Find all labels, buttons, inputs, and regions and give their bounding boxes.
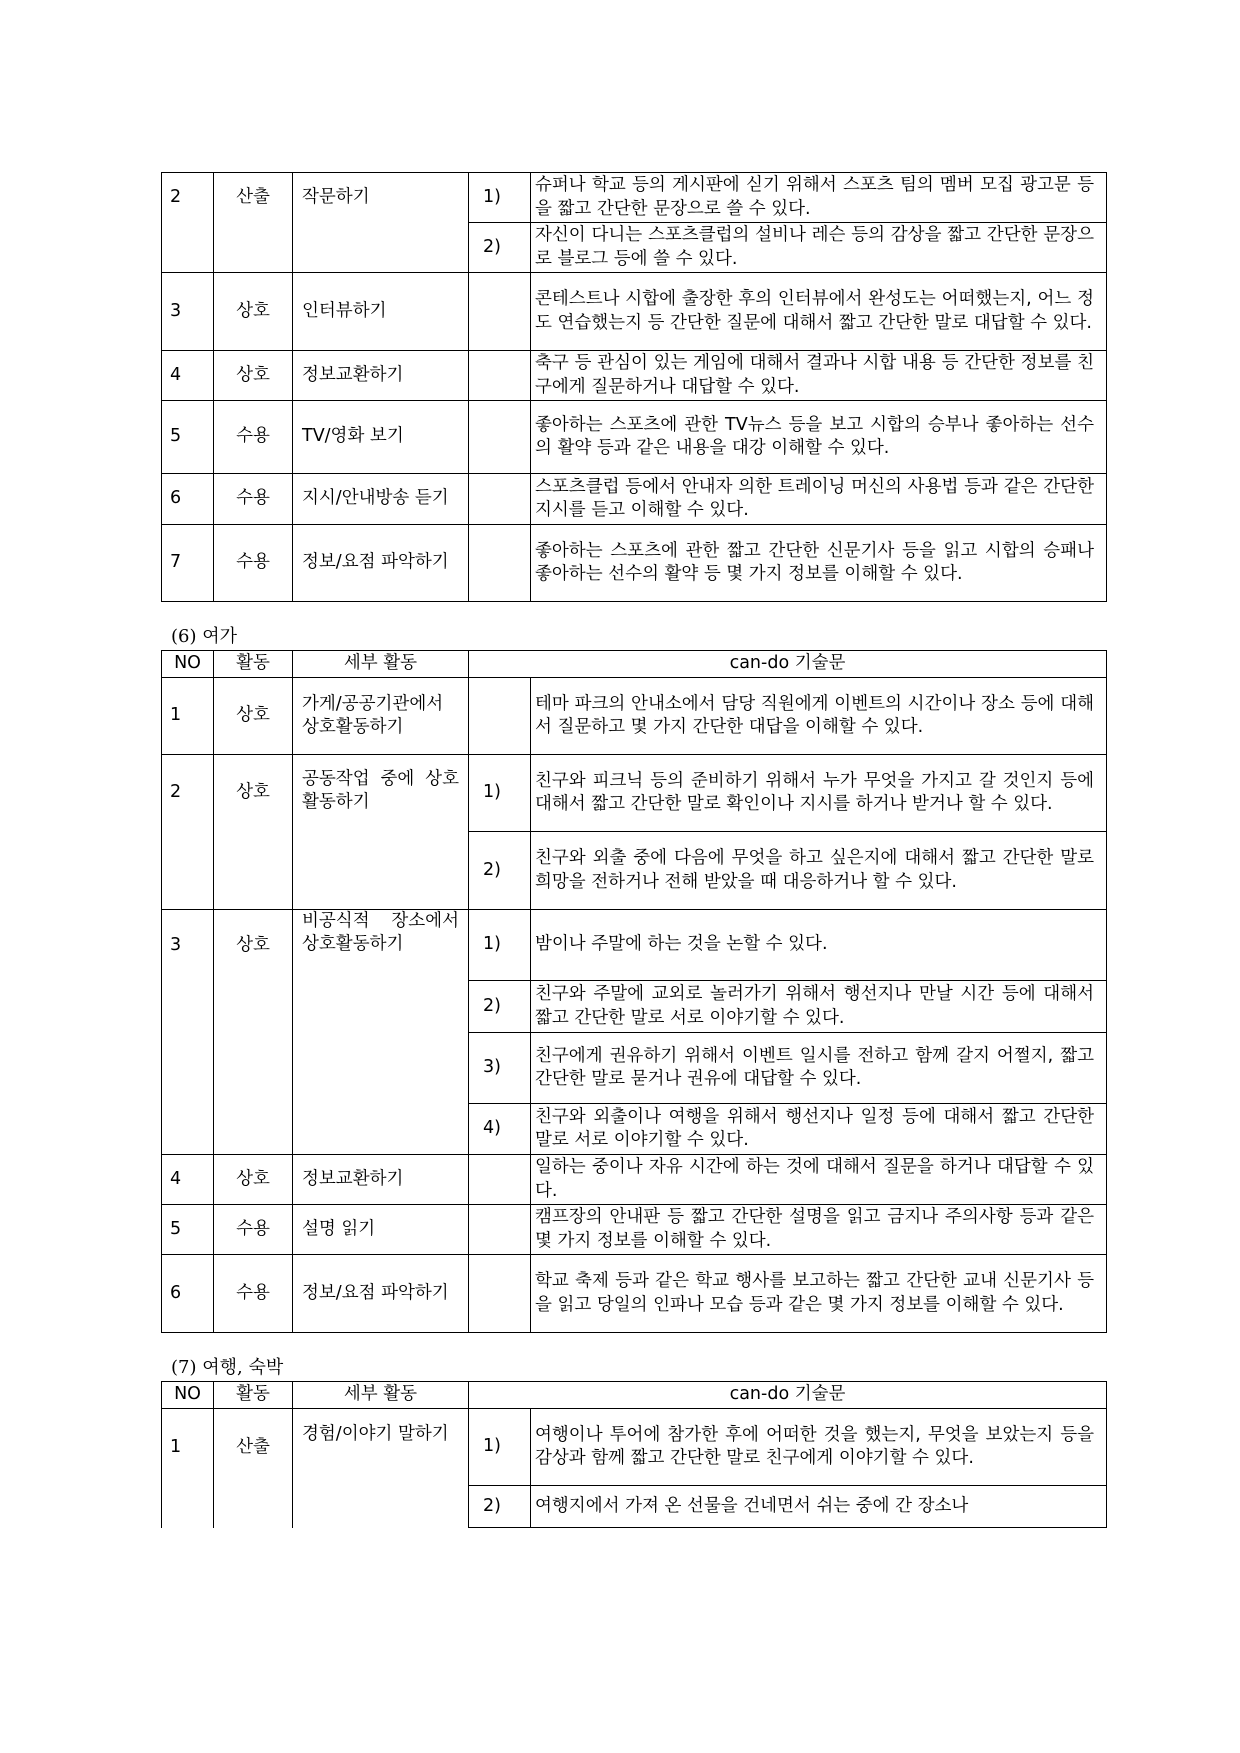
activity-type: 수용 bbox=[214, 401, 293, 474]
activity-detail: TV/영화 보기 bbox=[293, 401, 469, 474]
row-number: 6 bbox=[162, 474, 214, 525]
sub-number: 1) bbox=[469, 173, 531, 223]
section-title: (6) 여가 bbox=[171, 626, 237, 647]
sub-number-empty bbox=[469, 1205, 531, 1255]
activity-detail: 가게/공공기관에서 상호활동하기 bbox=[293, 678, 469, 755]
cando-statement: 학교 축제 등과 같은 학교 행사를 보고하는 짧고 간단한 교내 신문기사 등을 읽고 당일의 인파나 모습 등과 같은 몇 가지 정보를 이해할 수 있다. bbox=[531, 1255, 1107, 1333]
table-travel bbox=[161, 1381, 1107, 1528]
sub-number: 3) bbox=[469, 1033, 531, 1104]
sub-number: 1) bbox=[469, 1409, 531, 1486]
sub-number-empty bbox=[469, 678, 531, 755]
row-number: 2 bbox=[162, 755, 214, 910]
table-row bbox=[162, 755, 1107, 832]
document-page bbox=[161, 172, 1106, 1528]
row-number: 5 bbox=[162, 401, 214, 474]
cando-statement: 슈퍼나 학교 등의 게시판에 싣기 위해서 스포츠 팀의 멤버 모집 광고문 등을 짧고 간단한 문장으로 쓸 수 있다. bbox=[531, 173, 1107, 223]
row-number: 6 bbox=[162, 1255, 214, 1333]
sub-number-empty bbox=[469, 273, 531, 351]
activity-detail: 공동작업 중에 상호활동하기 bbox=[293, 755, 469, 910]
row-number: 1 bbox=[162, 1409, 214, 1528]
cando-statement: 축구 등 관심이 있는 게임에 대해서 결과나 시합 내용 등 간단한 정보를 친구에게 질문하거나 대답할 수 있다. bbox=[531, 351, 1107, 401]
cando-statement: 좋아하는 스포츠에 관한 TV뉴스 등을 보고 시합의 승부나 좋아하는 선수의 활약 등과 같은 내용을 대강 이해할 수 있다. bbox=[531, 401, 1107, 474]
activity-detail: 정보/요점 파악하기 bbox=[293, 525, 469, 602]
activity-type: 산출 bbox=[214, 173, 293, 273]
table-row bbox=[162, 401, 1107, 474]
activity-type: 상호 bbox=[214, 678, 293, 755]
cando-statement: 일하는 중이나 자유 시간에 하는 것에 대해서 질문을 하거나 대답할 수 있다. bbox=[531, 1155, 1107, 1205]
section-title: (7) 여행, 숙박 bbox=[171, 1357, 284, 1378]
cando-statement: 자신이 다니는 스포츠클럽의 설비나 레슨 등의 감상을 짧고 간단한 문장으로 블로그 등에 쓸 수 있다. bbox=[531, 223, 1107, 273]
header-no: NO bbox=[162, 1382, 214, 1409]
cando-statement: 여행이나 투어에 참가한 후에 어떠한 것을 했는지, 무엇을 보았는지 등을 감상과 함께 짧고 간단한 말로 친구에게 이야기할 수 있다. bbox=[531, 1409, 1107, 1486]
activity-type: 상호 bbox=[214, 273, 293, 351]
sub-number: 1) bbox=[469, 910, 531, 981]
sub-number: 1) bbox=[469, 755, 531, 832]
sub-number: 2) bbox=[469, 832, 531, 910]
activity-type: 수용 bbox=[214, 1255, 293, 1333]
activity-type: 수용 bbox=[214, 474, 293, 525]
row-number: 7 bbox=[162, 525, 214, 602]
sub-number-empty bbox=[469, 474, 531, 525]
activity-type: 상호 bbox=[214, 910, 293, 1155]
cando-statement: 친구와 외출이나 여행을 위해서 행선지나 일정 등에 대해서 짧고 간단한 말로 서로 이야기할 수 있다. bbox=[531, 1104, 1107, 1155]
cando-statement: 스포츠클럽 등에서 안내자 의한 트레이닝 머신의 사용법 등과 같은 간단한 지시를 듣고 이해할 수 있다. bbox=[531, 474, 1107, 525]
cando-statement: 친구와 외출 중에 다음에 무엇을 하고 싶은지에 대해서 짧고 간단한 말로 희망을 전하거나 전해 받았을 때 대응하거나 할 수 있다. bbox=[531, 832, 1107, 910]
row-number: 4 bbox=[162, 351, 214, 401]
cando-statement: 친구와 주말에 교외로 놀러가기 위해서 행선지나 만날 시간 등에 대해서 짧고 간단한 말로 서로 이야기할 수 있다. bbox=[531, 981, 1107, 1033]
row-number: 3 bbox=[162, 273, 214, 351]
cando-statement: 친구와 피크닉 등의 준비하기 위해서 누가 무엇을 가지고 갈 것인지 등에 대해서 짧고 간단한 말로 확인이나 지시를 하거나 받거나 할 수 있다. bbox=[531, 755, 1107, 832]
cando-statement: 친구에게 권유하기 위해서 이벤트 일시를 전하고 함께 갈지 어쩔지, 짧고 간단한 말로 묻거나 권유에 대답할 수 있다. bbox=[531, 1033, 1107, 1104]
cando-statement: 테마 파크의 안내소에서 담당 직원에게 이벤트의 시간이나 장소 등에 대해서 질문하고 몇 가지 간단한 대답을 이해할 수 있다. bbox=[531, 678, 1107, 755]
table-row bbox=[162, 1155, 1107, 1205]
activity-detail: 경험/이야기 말하기 bbox=[293, 1409, 469, 1528]
cando-statement: 좋아하는 스포츠에 관한 짧고 간단한 신문기사 등을 읽고 시합의 승패나 좋아하는 선수의 활약 등 몇 가지 정보를 이해할 수 있다. bbox=[531, 525, 1107, 602]
row-number: 1 bbox=[162, 678, 214, 755]
header-type: 활동 bbox=[214, 651, 293, 678]
table-header-row bbox=[162, 1382, 1107, 1409]
table-row bbox=[162, 678, 1107, 755]
table-sports-continued bbox=[161, 172, 1107, 602]
header-type: 활동 bbox=[214, 1382, 293, 1409]
activity-detail: 설명 읽기 bbox=[293, 1205, 469, 1255]
sub-number: 2) bbox=[469, 981, 531, 1033]
activity-detail: 작문하기 bbox=[293, 173, 469, 273]
table-row bbox=[162, 1205, 1107, 1255]
activity-detail: 비공식적 장소에서 상호활동하기 bbox=[293, 910, 469, 1155]
header-cando: can-do 기술문 bbox=[469, 1382, 1107, 1409]
activity-type: 상호 bbox=[214, 755, 293, 910]
activity-detail: 정보교환하기 bbox=[293, 351, 469, 401]
activity-type: 수용 bbox=[214, 1205, 293, 1255]
table-row bbox=[162, 351, 1107, 401]
activity-type: 상호 bbox=[214, 351, 293, 401]
activity-detail: 정보교환하기 bbox=[293, 1155, 469, 1205]
table-row bbox=[162, 525, 1107, 602]
cando-statement: 캠프장의 안내판 등 짧고 간단한 설명을 읽고 금지나 주의사항 등과 같은 몇 가지 정보를 이해할 수 있다. bbox=[531, 1205, 1107, 1255]
row-number: 5 bbox=[162, 1205, 214, 1255]
row-number: 3 bbox=[162, 910, 214, 1155]
activity-type: 산출 bbox=[214, 1409, 293, 1528]
sub-number-empty bbox=[469, 351, 531, 401]
sub-number: 2) bbox=[469, 1486, 531, 1528]
sub-number: 4) bbox=[469, 1104, 531, 1155]
activity-type: 상호 bbox=[214, 1155, 293, 1205]
table-row bbox=[162, 1255, 1107, 1333]
header-activity: 세부 활동 bbox=[293, 1382, 469, 1409]
cando-statement: 콘테스트나 시합에 출장한 후의 인터뷰에서 완성도는 어떠했는지, 어느 정도 연습했는지 등 간단한 질문에 대해서 짧고 간단한 말로 대답할 수 있다. bbox=[531, 273, 1107, 351]
activity-type: 수용 bbox=[214, 525, 293, 602]
sub-number-empty bbox=[469, 1255, 531, 1333]
header-cando: can-do 기술문 bbox=[469, 651, 1107, 678]
cando-statement: 밤이나 주말에 하는 것을 논할 수 있다. bbox=[531, 910, 1107, 981]
sub-number-empty bbox=[469, 525, 531, 602]
row-number: 2 bbox=[162, 173, 214, 273]
activity-detail: 지시/안내방송 듣기 bbox=[293, 474, 469, 525]
sub-number: 2) bbox=[469, 223, 531, 273]
activity-detail: 인터뷰하기 bbox=[293, 273, 469, 351]
table-header-row bbox=[162, 651, 1107, 678]
table-leisure bbox=[161, 650, 1107, 1333]
sub-number-empty bbox=[469, 401, 531, 474]
header-activity: 세부 활동 bbox=[293, 651, 469, 678]
sub-number-empty bbox=[469, 1155, 531, 1205]
header-no: NO bbox=[162, 651, 214, 678]
table-row bbox=[162, 1409, 1107, 1486]
row-number: 4 bbox=[162, 1155, 214, 1205]
table-row bbox=[162, 474, 1107, 525]
table-row bbox=[162, 173, 1107, 223]
cando-statement: 여행지에서 가져 온 선물을 건네면서 쉬는 중에 간 장소나 bbox=[531, 1486, 1107, 1528]
activity-detail: 정보/요점 파악하기 bbox=[293, 1255, 469, 1333]
table-row bbox=[162, 273, 1107, 351]
table-row bbox=[162, 910, 1107, 981]
